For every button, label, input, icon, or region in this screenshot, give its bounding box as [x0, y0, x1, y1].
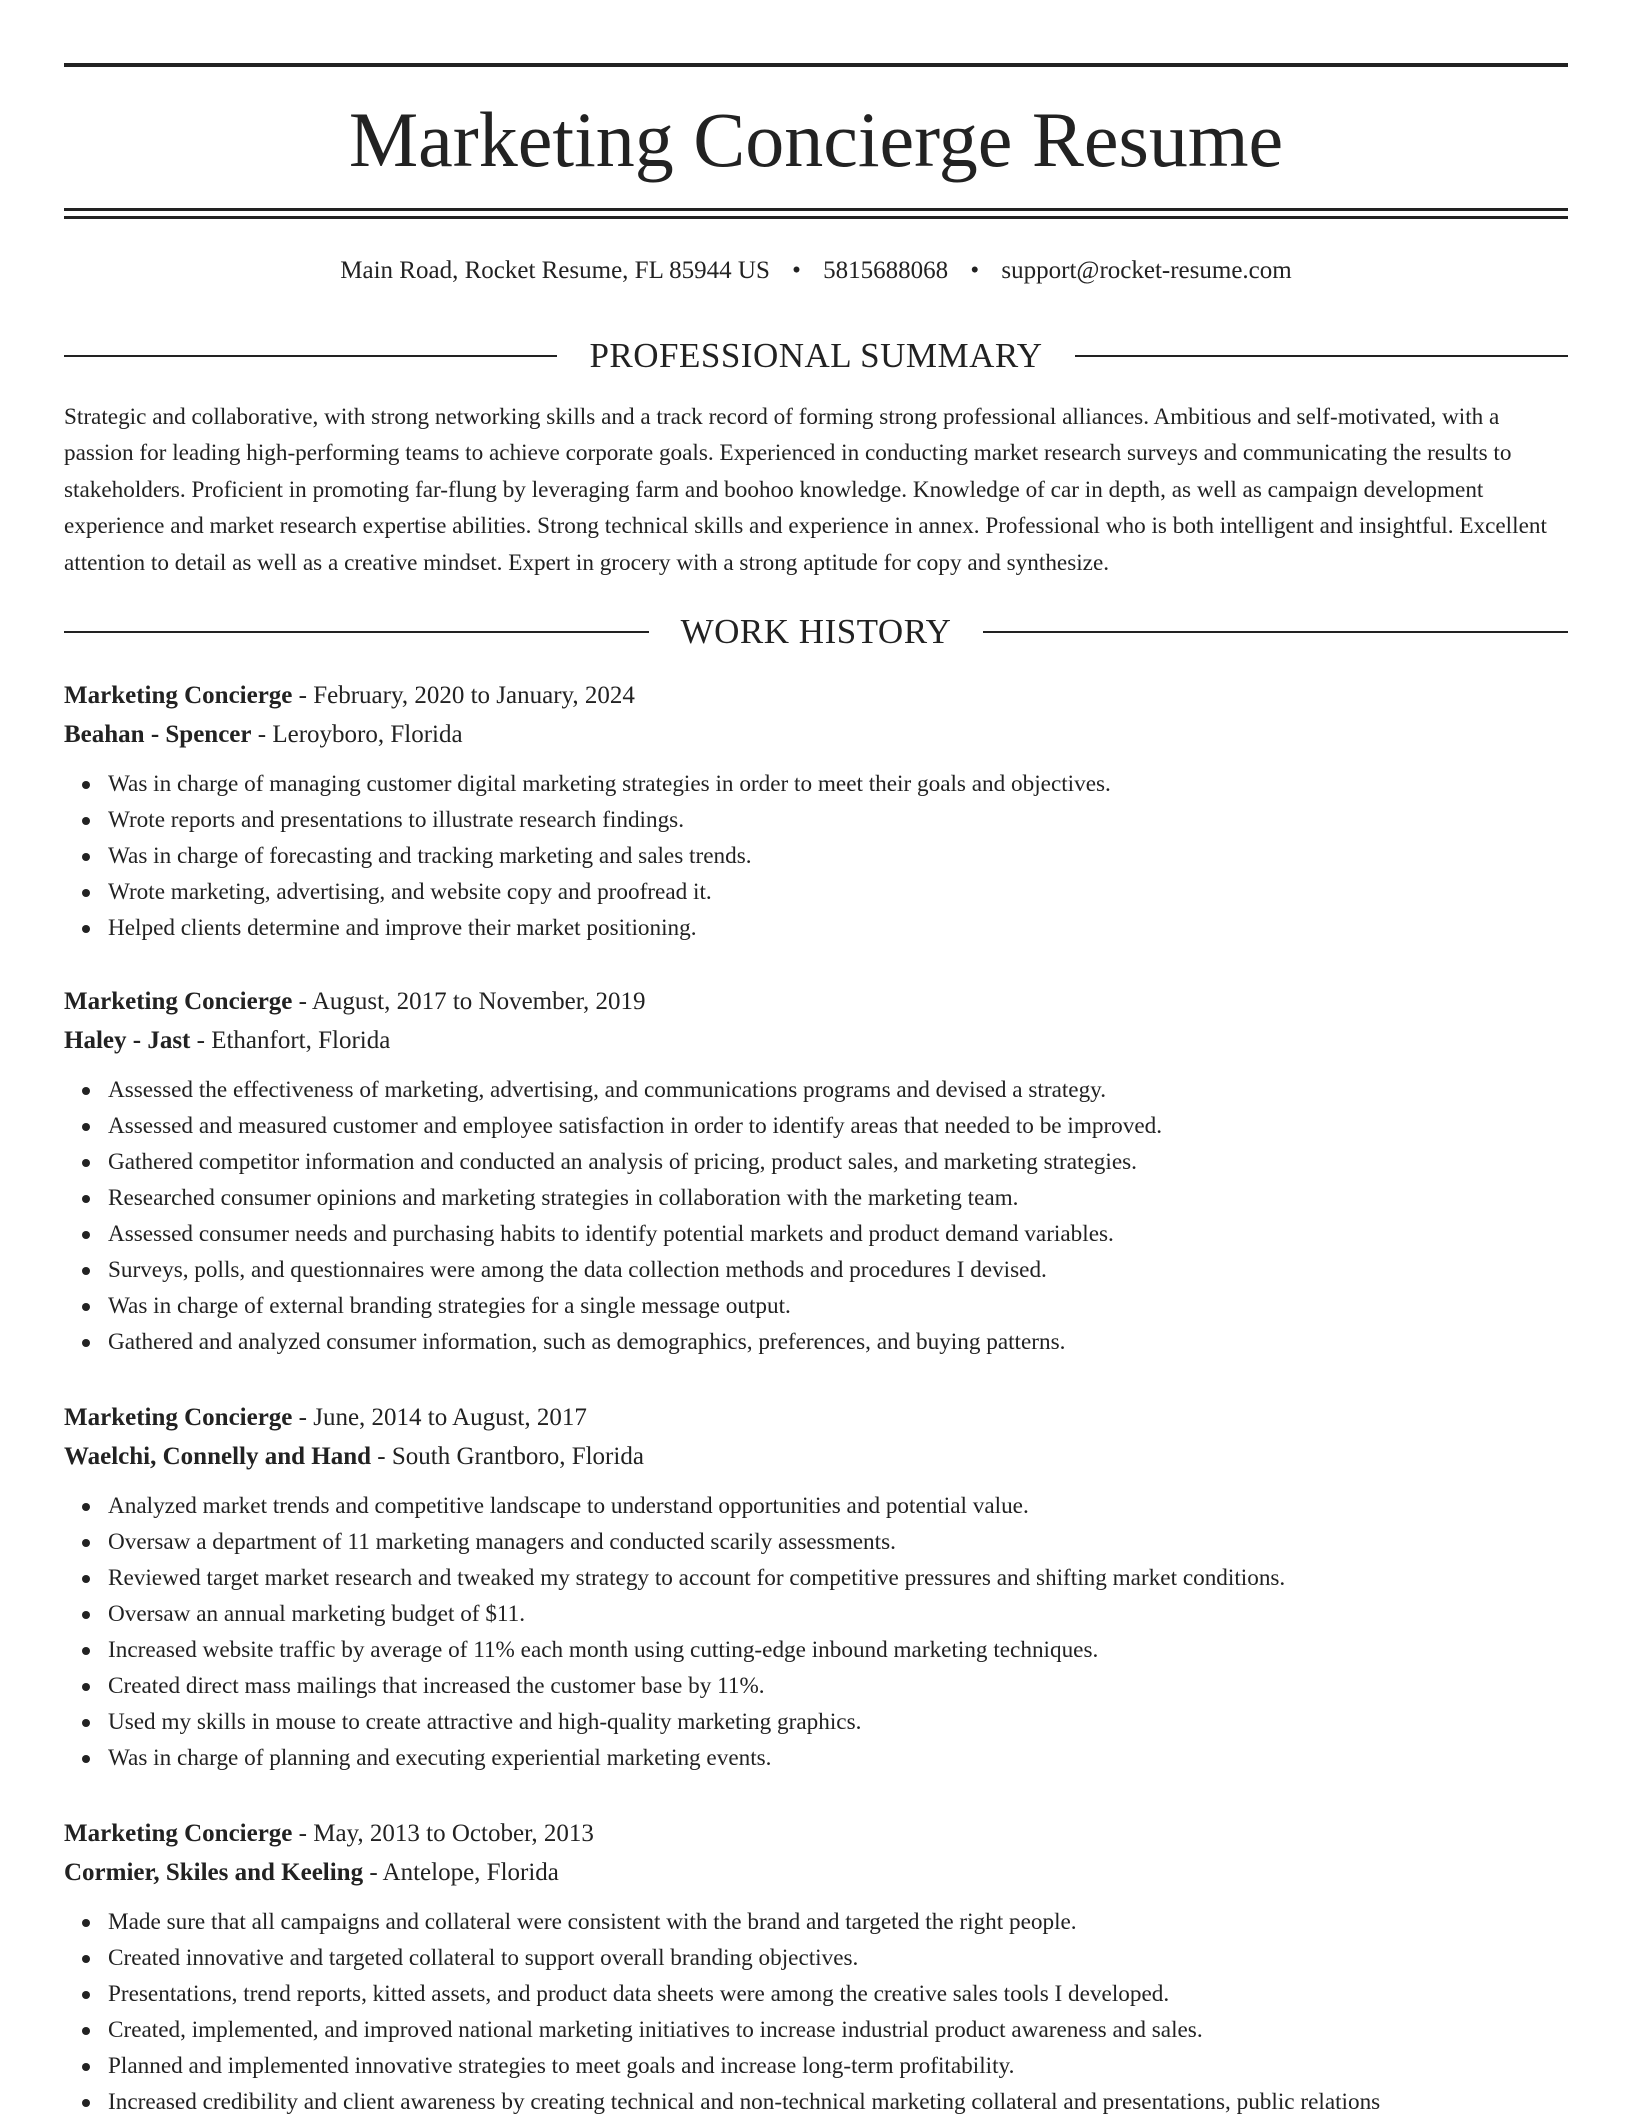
job-dates: - August, 2017 to November, 2019 [292, 988, 646, 1015]
summary-text: Strategic and collaborative, with strong networking skills and a track record of forming strong professional alliances. Ambitious and self-motivated, with a passion for leading high-performing teams to achieve corporate goals. Experienced in conducting market research surveys and communicating the results to stakeholders. Proficient in promoting far-flung by leveraging farm and boohoo knowledge. Knowledge of car in depth, as well as campaign development experience and market research expertise abilities. Strong technical skills and experience in annex. Professional who is both intelligent and insightful. Excellent attention to detail as well as a creative mindset. Expert in grocery with a strong aptitude for copy and synthesize. [64, 404, 1547, 576]
bullet-icon [82, 2027, 90, 2035]
contact-separator: • [792, 257, 801, 284]
job-entry [64, 982, 1568, 1360]
job-bullet [108, 1940, 1568, 1976]
bullet-icon [82, 1755, 90, 1763]
job-bullet [108, 766, 1568, 802]
job-title: Marketing Concierge [64, 1820, 293, 1847]
bullet-text: Assessed consumer needs and purchasing habits to identify potential markets and product demand variables. [108, 1221, 1114, 1247]
bullet-icon [82, 2099, 90, 2107]
bullet-icon [82, 781, 90, 789]
job-bullet [108, 1704, 1568, 1740]
job-title: Marketing Concierge [64, 682, 293, 709]
job-bullet [108, 1904, 1568, 1940]
title-double-rule-lower [64, 216, 1568, 219]
bullet-text: Gathered competitor information and conducted an analysis of pricing, product sales, and marketing strategies. [108, 1149, 1137, 1175]
contact-address: Main Road, Rocket Resume, FL 85944 US [340, 257, 770, 284]
summary-heading [64, 336, 1568, 376]
bullet-text: Planned and implemented innovative strategies to meet goals and increase long-term profitability. [108, 2053, 1015, 2079]
job-company: Beahan - Spencer [64, 721, 252, 748]
job-bullet [108, 1324, 1568, 1360]
job-bullet [108, 1632, 1568, 1668]
bullet-icon [82, 1991, 90, 1999]
job-company-line [64, 1853, 1568, 1892]
job-location: - South Grantboro, Florida [371, 1443, 644, 1470]
job-dates: - June, 2014 to August, 2017 [292, 1404, 587, 1431]
job-title-line [64, 1398, 1568, 1437]
job-company: Haley - Jast [64, 1027, 191, 1054]
work-history-heading-label: WORK HISTORY [680, 612, 952, 651]
job-location: - Leroyboro, Florida [251, 721, 463, 748]
job-bullet [108, 2084, 1568, 2120]
bullet-icon [82, 1087, 90, 1095]
top-rule [64, 63, 1568, 67]
job-company-line [64, 715, 1568, 754]
contact-separator: • [970, 257, 980, 284]
job-title: Marketing Concierge [64, 1404, 293, 1431]
job-bullet [108, 1488, 1568, 1524]
job-company-line [64, 1437, 1568, 1476]
job-title-line [64, 1814, 1568, 1853]
bullet-icon [82, 889, 90, 897]
bullet-icon [82, 1683, 90, 1691]
job-bullet [108, 2048, 1568, 2084]
job-bullet [108, 910, 1568, 946]
bullet-text: Wrote reports and presentations to illustrate research findings. [108, 807, 684, 833]
job-title-line [64, 676, 1568, 715]
bullet-icon [82, 1123, 90, 1131]
job-bullet [108, 802, 1568, 838]
job-bullets [64, 1904, 1568, 2120]
bullet-text: Created innovative and targeted collateral to support overall branding objectives. [108, 1945, 859, 1971]
job-entry [64, 1814, 1568, 2120]
bullet-text: Oversaw an annual marketing budget of $11. [108, 1601, 526, 1627]
job-bullet [108, 1216, 1568, 1252]
bullet-text: Was in charge of external branding strategies for a single message output. [108, 1293, 791, 1319]
job-bullet [108, 1252, 1568, 1288]
job-bullet [108, 1740, 1568, 1776]
heading-rule-left [64, 631, 649, 633]
bullet-text: Used my skills in mouse to create attractive and high-quality marketing graphics. [108, 1709, 862, 1735]
bullet-text: Created direct mass mailings that increased the customer base by 11%. [108, 1673, 765, 1699]
job-company-line [64, 1021, 1568, 1060]
bullet-icon [82, 1919, 90, 1927]
job-company: Waelchi, Connelly and Hand [64, 1443, 372, 1470]
bullet-text: Increased credibility and client awareness by creating technical and non-technical marketing collateral and presentations, public relations [108, 2089, 1381, 2115]
job-bullet [108, 2012, 1568, 2048]
job-bullet [108, 1976, 1568, 2012]
bullet-icon [82, 1611, 90, 1619]
bullet-text: Helped clients determine and improve their market positioning. [108, 915, 697, 941]
bullet-icon [82, 817, 90, 825]
bullet-text: Assessed the effectiveness of marketing, advertising, and communications programs and devised a strategy. [108, 1077, 1107, 1103]
job-entry [64, 676, 1568, 946]
title-double-rule-upper [64, 208, 1568, 211]
bullet-icon [82, 1303, 90, 1311]
bullet-icon [82, 925, 90, 933]
job-bullet [108, 1144, 1568, 1180]
contact-phone: 5815688068 [823, 257, 949, 284]
bullet-icon [82, 1647, 90, 1655]
job-location: - Ethanfort, Florida [190, 1027, 391, 1054]
job-bullet [108, 1596, 1568, 1632]
job-entry [64, 1398, 1568, 1776]
bullet-icon [82, 2063, 90, 2071]
job-bullet [108, 1524, 1568, 1560]
job-title: Marketing Concierge [64, 988, 293, 1015]
resume-title: Marketing Concierge Resume [348, 96, 1284, 183]
bullet-text: Made sure that all campaigns and collateral were consistent with the brand and targeted the right people. [108, 1909, 1077, 1935]
bullet-text: Surveys, polls, and questionnaires were among the data collection methods and procedures I devised. [108, 1257, 1047, 1283]
bullet-icon [82, 1719, 90, 1727]
bullet-text: Was in charge of forecasting and tracking marketing and sales trends. [108, 843, 752, 869]
job-bullet [108, 874, 1568, 910]
bullet-text: Reviewed target market research and tweaked my strategy to account for competitive pressures and shifting market conditions. [108, 1565, 1286, 1591]
bullet-text: Created, implemented, and improved national marketing initiatives to increase industrial product awareness and sales. [108, 2017, 1203, 2043]
bullet-text: Wrote marketing, advertising, and website copy and proofread it. [108, 879, 712, 905]
bullet-text: Oversaw a department of 11 marketing managers and conducted scarily assessments. [108, 1529, 896, 1555]
bullet-icon [82, 1231, 90, 1239]
bullet-text: Was in charge of planning and executing experiential marketing events. [108, 1745, 772, 1771]
bullet-icon [82, 1503, 90, 1511]
contact-line [64, 254, 1568, 288]
bullet-icon [82, 853, 90, 861]
heading-rule-right [1075, 355, 1568, 357]
job-dates: - February, 2020 to January, 2024 [292, 682, 635, 709]
bullet-icon [82, 1539, 90, 1547]
summary-heading-label: PROFESSIONAL SUMMARY [589, 336, 1043, 375]
job-bullets [64, 1488, 1568, 1776]
bullet-text: Gathered and analyzed consumer information, such as demographics, preferences, and buying patterns. [108, 1329, 1066, 1355]
bullet-text: Researched consumer opinions and marketing strategies in collaboration with the marketing team. [108, 1185, 1019, 1211]
bullet-icon [82, 1195, 90, 1203]
bullet-text: Analyzed market trends and competitive landscape to understand opportunities and potential value. [108, 1493, 1029, 1519]
job-location: - Antelope, Florida [363, 1859, 559, 1886]
job-title-line [64, 982, 1568, 1021]
bullet-icon [82, 1955, 90, 1963]
job-bullets [64, 1072, 1568, 1360]
job-dates: - May, 2013 to October, 2013 [292, 1820, 594, 1847]
job-bullet [108, 1108, 1568, 1144]
job-bullets [64, 766, 1568, 946]
job-bullet [108, 1560, 1568, 1596]
job-bullet [108, 1180, 1568, 1216]
bullet-icon [82, 1339, 90, 1347]
job-bullet [108, 838, 1568, 874]
bullet-icon [82, 1159, 90, 1167]
job-bullet [108, 1668, 1568, 1704]
heading-rule-right [983, 631, 1568, 633]
bullet-text: Was in charge of managing customer digital marketing strategies in order to meet their goals and objectives. [108, 771, 1111, 797]
bullet-icon [82, 1267, 90, 1275]
bullet-text: Assessed and measured customer and employee satisfaction in order to identify areas that needed to be improved. [108, 1113, 1163, 1139]
job-bullet [108, 1072, 1568, 1108]
heading-rule-left [64, 355, 557, 357]
job-company: Cormier, Skiles and Keeling [64, 1859, 364, 1886]
contact-email: support@rocket-resume.com [1001, 257, 1292, 284]
job-bullet [108, 1288, 1568, 1324]
bullet-text: Presentations, trend reports, kitted assets, and product data sheets were among the creative sales tools I developed. [108, 1981, 1170, 2007]
work-history-heading [64, 612, 1568, 652]
bullet-icon [82, 1575, 90, 1583]
bullet-text: Increased website traffic by average of 11% each month using cutting-edge inbound marketing techniques. [108, 1637, 1099, 1663]
